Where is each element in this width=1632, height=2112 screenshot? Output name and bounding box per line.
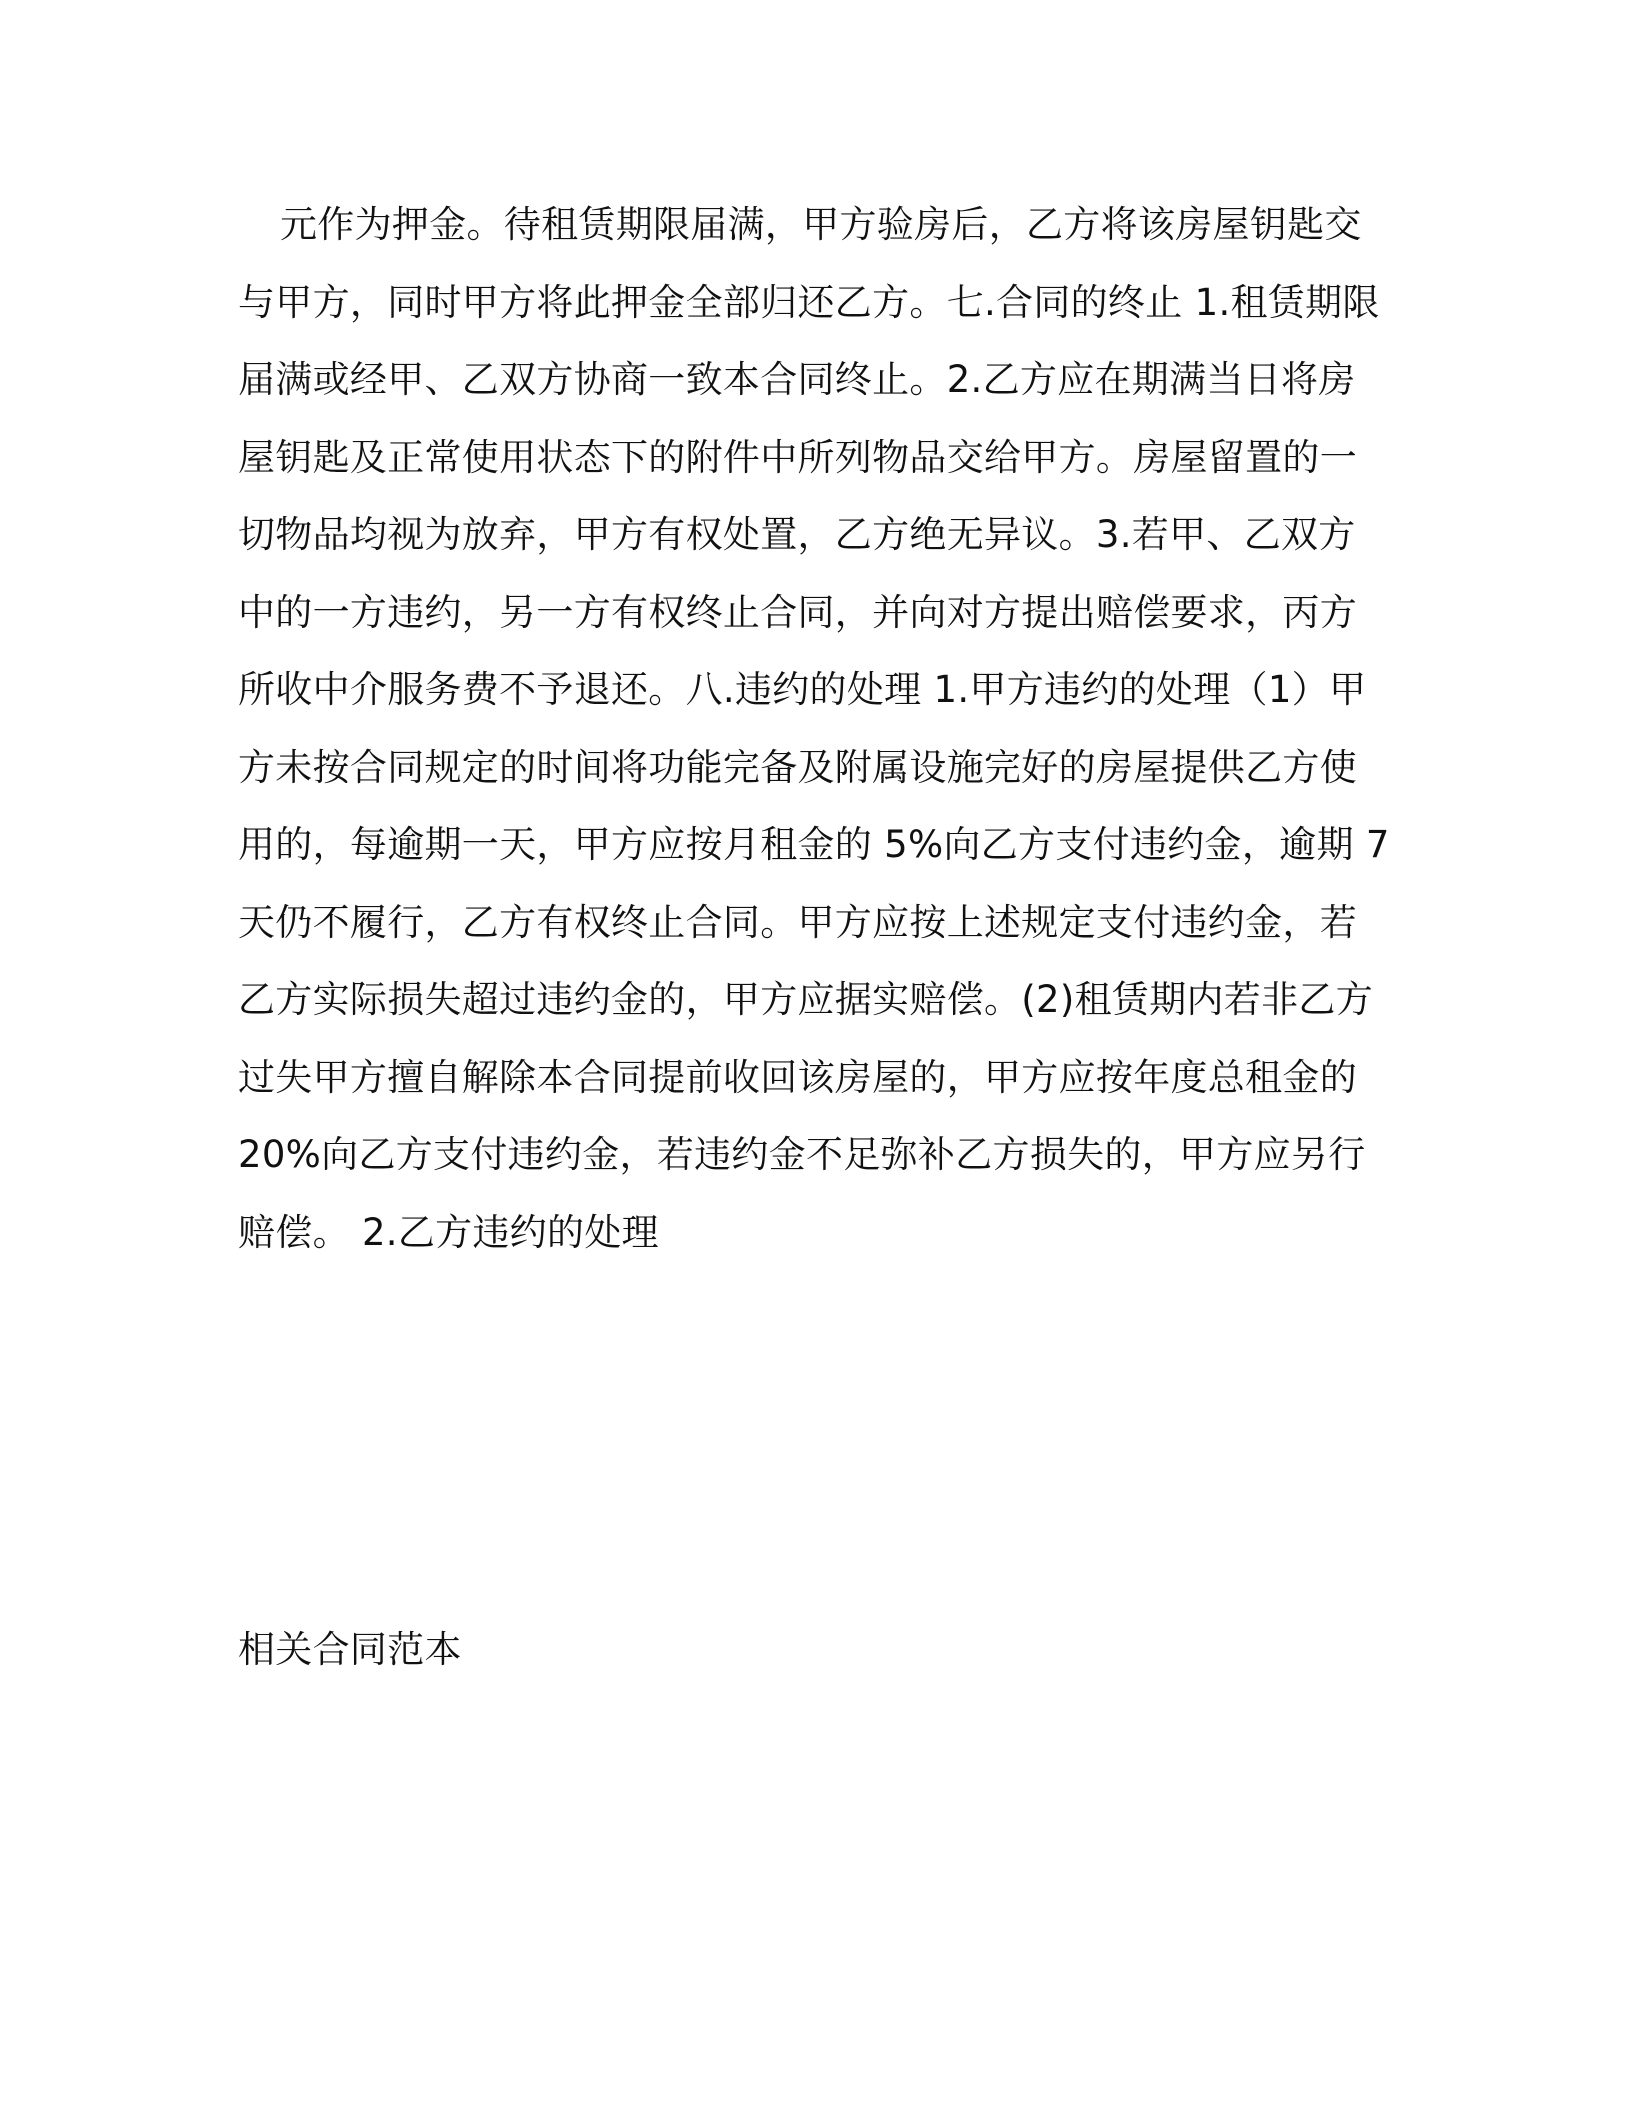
- related-contracts-heading: 相关合同范本: [238, 1628, 462, 1671]
- text-line: 20%向乙方支付违约金，若违约金不足弥补乙方损失的，甲方应另行: [238, 1133, 1366, 1176]
- text-line: 届满或经甲、乙双方协商一致本合同终止。2.乙方应在期满当日将房: [238, 358, 1356, 401]
- text-line: 方未按合同规定的时间将功能完备及附属设施完好的房屋提供乙方使: [238, 745, 1357, 789]
- text-line: 赔偿。 2.乙方违约的处理: [238, 1210, 659, 1254]
- contract-body: [238, 186, 1390, 1271]
- text-line: 切物品均视为放弃，甲方有权处置，乙方绝无异议。3.若甲、乙双方: [238, 513, 1356, 556]
- text-line: 中的一方违约，另一方有权终止合同，并向对方提出赔偿要求，丙方: [238, 590, 1357, 634]
- text-line: 所收中介服务费不予退还。八.违约的处理 1.甲方违约的处理（1）甲: [238, 668, 1367, 711]
- text-line: 用的，每逾期一天，甲方应按月租金的 5%向乙方支付违约金，逾期 7: [238, 823, 1390, 866]
- text-line: 元作为押金。待租赁期限届满，甲方验房后，乙方将该房屋钥匙交: [280, 203, 1362, 246]
- text-line: 乙方实际损失超过违约金的，甲方应据实赔偿。(2)租赁期内若非乙方: [238, 978, 1374, 1021]
- text-line: 与甲方，同时甲方将此押金全部归还乙方。七.合同的终止 1.租赁期限: [238, 280, 1380, 324]
- text-line: 天仍不履行，乙方有权终止合同。甲方应按上述规定支付违约金，若: [238, 900, 1357, 944]
- text-line: 过失甲方擅自解除本合同提前收回该房屋的，甲方应按年度总租金的: [238, 1055, 1357, 1099]
- text-line: 屋钥匙及正常使用状态下的附件中所列物品交给甲方。房屋留置的一: [238, 435, 1357, 479]
